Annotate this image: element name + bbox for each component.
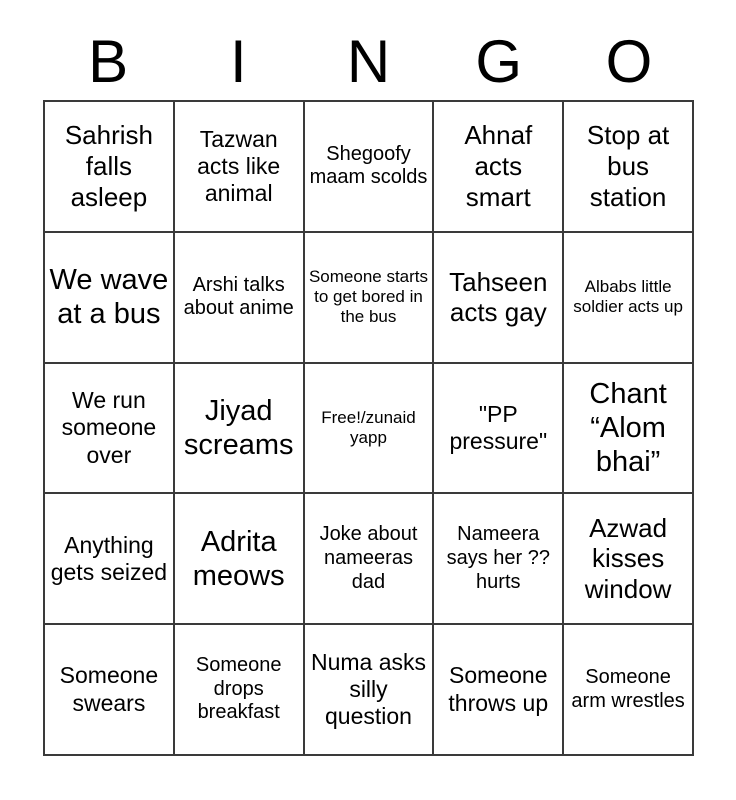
bingo-cell-r3-c2[interactable] <box>305 494 435 625</box>
bingo-cell-r2-c2[interactable] <box>305 364 435 495</box>
bingo-cell-r4-c4[interactable] <box>564 625 694 756</box>
bingo-header-letter-0: B <box>88 28 129 95</box>
bingo-header <box>43 28 694 96</box>
bingo-header-letter-2: N <box>346 28 391 95</box>
bingo-cell-label: Anything gets seized <box>50 531 168 585</box>
bingo-cell-r0-c0[interactable] <box>45 102 175 233</box>
bingo-cell-label: Joke about nameeras dad <box>319 523 418 593</box>
bingo-cell-label: Someone swears <box>59 662 159 716</box>
bingo-cell-r2-c4[interactable] <box>564 364 694 495</box>
bingo-cell-label: We run someone over <box>61 387 157 468</box>
bingo-cell-r4-c2[interactable] <box>305 625 435 756</box>
bingo-cell-label: Numa asks silly question <box>310 648 427 730</box>
bingo-cell-label: Arshi talks about anime <box>183 273 294 320</box>
bingo-cell-label: Someone drops breakfast <box>195 654 282 724</box>
bingo-cell-label: Stop at bus station <box>586 120 670 212</box>
bingo-cell-r0-c4[interactable] <box>564 102 694 233</box>
bingo-cell-label: Someone arm wrestles <box>571 666 685 712</box>
bingo-cell-r3-c3[interactable] <box>434 494 564 625</box>
bingo-cell-r2-c0[interactable] <box>45 364 175 495</box>
bingo-header-letter-3: G <box>475 28 523 95</box>
bingo-cell-label: Azwad kisses window <box>584 512 672 605</box>
bingo-cell-r0-c1[interactable] <box>175 102 305 233</box>
bingo-cell-r4-c1[interactable] <box>175 625 305 756</box>
bingo-cell-r1-c3[interactable] <box>434 233 564 364</box>
bingo-cell-label: Free!/zunaid yapp <box>321 407 416 447</box>
bingo-cell-label: "PP pressure" <box>449 400 548 454</box>
bingo-cell-r0-c3[interactable] <box>434 102 564 233</box>
bingo-cell-r4-c0[interactable] <box>45 625 175 756</box>
bingo-cell-label: Nameera says her ?? hurts <box>446 523 550 593</box>
bingo-cell-r3-c4[interactable] <box>564 494 694 625</box>
bingo-cell-r1-c0[interactable] <box>45 233 175 364</box>
bingo-header-letter-1: I <box>229 28 247 95</box>
bingo-cell-label: Chant “Alom bhai” <box>589 377 667 479</box>
bingo-cell-label: Someone starts to get bored in the bus <box>308 267 429 327</box>
bingo-cell-r1-c4[interactable] <box>564 233 694 364</box>
bingo-cell-r4-c3[interactable] <box>434 625 564 756</box>
bingo-cell-label: Shegoofy maam scolds <box>309 142 428 189</box>
bingo-header-letter-4: O <box>605 28 653 95</box>
bingo-cell-label: We wave at a bus <box>49 263 169 331</box>
bingo-cell-label: Someone throws up <box>448 662 549 716</box>
bingo-cell-r0-c2[interactable] <box>305 102 435 233</box>
bingo-cell-r3-c0[interactable] <box>45 494 175 625</box>
bingo-cell-label: Adrita meows <box>192 525 285 592</box>
bingo-cell-label: Albabs little soldier acts up <box>573 277 683 317</box>
bingo-cell-label: Sahrish falls asleep <box>64 120 153 212</box>
bingo-cell-label: Jiyad screams <box>183 394 294 461</box>
bingo-cell-r2-c1[interactable] <box>175 364 305 495</box>
bingo-cell-r2-c3[interactable] <box>434 364 564 495</box>
bingo-cell-label: Ahnaf acts smart <box>464 120 533 212</box>
bingo-grid <box>43 100 694 756</box>
bingo-cell-label: Tazwan acts like animal <box>197 125 281 206</box>
bingo-cell-r3-c1[interactable] <box>175 494 305 625</box>
bingo-cell-label: Tahseen acts gay <box>449 266 548 328</box>
bingo-cell-r1-c2[interactable] <box>305 233 435 364</box>
bingo-cell-r1-c1[interactable] <box>175 233 305 364</box>
